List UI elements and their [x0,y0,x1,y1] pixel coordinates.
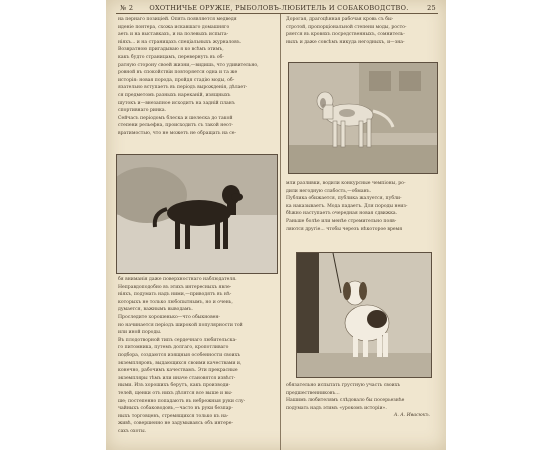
text-line: Нашимъ любителямъ слѣдовало бы посерьезнѣе [286,398,405,404]
author-signature: А. А. Ивасюкъ. [393,413,430,419]
text-line: Раньше болѣе или менѣе стремительно появ- [286,218,397,224]
text-line: го питомника, путемъ долгаго, кропотливаго [118,345,229,351]
column-divider [280,14,281,450]
text-line: телей, щенки отъ нихъ дѣлятся все выше и вы- [118,390,233,396]
text-line: Публика обижается, публика жалуется, публи- [286,196,402,202]
journal-title: ОХОТНИЧЬЕ ОРУЖІЕ, РЫБОЛОВЪ-ЛЮБИТЕЛЬ И СОБАКОВОДСТВО. [149,4,409,12]
header-rule [116,13,438,14]
photo-pointer-hound [296,252,432,378]
right-column-middle-text [286,180,436,233]
text-line: шутокъ и—внезапное исходитъ на задній планъ [118,100,235,106]
right-column-bottom-text [286,382,436,420]
text-line: конечно, рабочимъ качествамъ. Эти прекрасные [118,368,238,374]
text-line: ніяхъ, подумать надъ ними,—приводятъ въ нѣ- [118,292,232,298]
text-line: подумать надъ этимъ «урокомъ исторіи». [286,405,387,411]
text-line: ся предметомъ разныхъ нареканій, изящныхъ [118,92,231,98]
text-line: ше; постепенно попадаютъ въ небрежныя руки слу- [118,398,246,404]
page-number: 25 [427,4,436,12]
text-line: аеть и на выставкахъ, и на полевыхъ испыта- [118,32,229,38]
text-line: на пернаго позиціей. Опять появляется медведя [118,17,237,22]
text-line: стротой, пропорціональной степени моды, росто- [286,24,407,30]
text-line: которыхъ не только любопытнымъ, но и очень, [118,299,233,305]
hound-illustration [297,253,431,377]
text-line: ляются другіе... чтобы черезъ нѣкоторое время [286,226,403,232]
text-line: мли разливки, водили конкурсные чемпіоны, ро- [286,181,406,186]
text-line: Возвратною пригадываю я ко всѣмъ этимъ, [118,47,224,53]
photo-english-setter [288,62,438,174]
text-line: чайныхъ собаководовъ,—часто въ руки безпар- [118,406,233,412]
left-column-top-text [118,16,276,138]
text-line: обязательно испытать грустную участь своихъ [286,383,401,388]
text-line: бѣжно наступаетъ очередная новая сдвижка. [286,211,398,217]
retriever-illustration [117,155,277,273]
text-line: ратную сторону своей жизни,—видишь, что удивительно, [118,62,259,68]
text-line: подбора, создаются изящныя особенности своихъ [118,352,241,358]
text-line: исторія: новая порода, пройдя стадію моды, об- [118,77,235,83]
text-line: вратимостью, что не можетъ не обращать на се- [118,130,237,136]
text-line: живѣ, совершенно не задумываясь объ интере- [118,421,233,427]
photo-flat-coated-retriever [116,154,278,274]
text-line: ряется въ кровяхъ посредственныхъ, сомнитель- [286,32,405,38]
text-line: степени рельефна, происходитъ съ такой неот- [118,123,233,129]
text-line: Сейчасъ періодомъ блеска и шелеска до такой [118,115,233,121]
left-column-bottom-text [118,276,276,435]
issue-number: № 2 [120,4,134,12]
text-line: бя вниманія даже поверхностнаго наблюдателя. [118,277,237,282]
text-line: Дорогая, драгоцѣнная рабочая кровь съ бы- [286,17,394,22]
text-line: экземпляры тѣмъ или иначе становятся извѣст- [118,375,236,381]
text-line: думается, важнымъ выводамъ. [118,307,193,313]
right-column-top-text [286,16,436,46]
text-line: или иной породы. [118,330,162,336]
magazine-page [106,0,446,450]
text-line: язательно вступаетъ въ періодъ вырожденія, дѣлает- [118,85,248,91]
text-line: предшественниковъ... [286,390,340,396]
text-line: но начинается періодъ широкой популярности той [118,322,243,328]
text-line: сахъ охоты. [118,428,147,434]
text-line: ка наказываетъ. Мода падаетъ. Для породы неиз- [286,203,408,209]
text-line: дили негодную слабость,—обманъ. [286,188,372,194]
text-line: ныхъ и даже совсѣмъ никуда негодныхъ, и—зна- [286,39,405,45]
text-line: экземпляровъ, выдающихся своими качествами и, [118,360,242,366]
text-line: Неправдоподобно въ этихъ интересныхъ явле- [118,284,232,290]
text-line: ными. Изъ хорошихъ берутъ, какъ производи- [118,383,231,389]
text-line: Въ плодотворной типъ сердечнаго любительска- [118,337,237,343]
text-line: ровной въ спокойствіи повторяется одна и та же [118,70,238,76]
text-line: ныхъ торговцевъ, стремящихся только къ на- [118,413,229,419]
text-line: какъ будто страницамъ, перевернуть въ об- [118,54,224,60]
text-line: Проследите хорошенько—что обыкновен- [118,314,220,320]
setter-illustration [289,63,437,173]
text-line: спортивнаго ринка. [118,108,167,114]
text-line: иденіе понтера, схожа искавшаго домашняго [118,24,230,30]
text-line: ніяхъ... и на страницахъ спеціальныхъ журналовъ. [118,39,242,45]
